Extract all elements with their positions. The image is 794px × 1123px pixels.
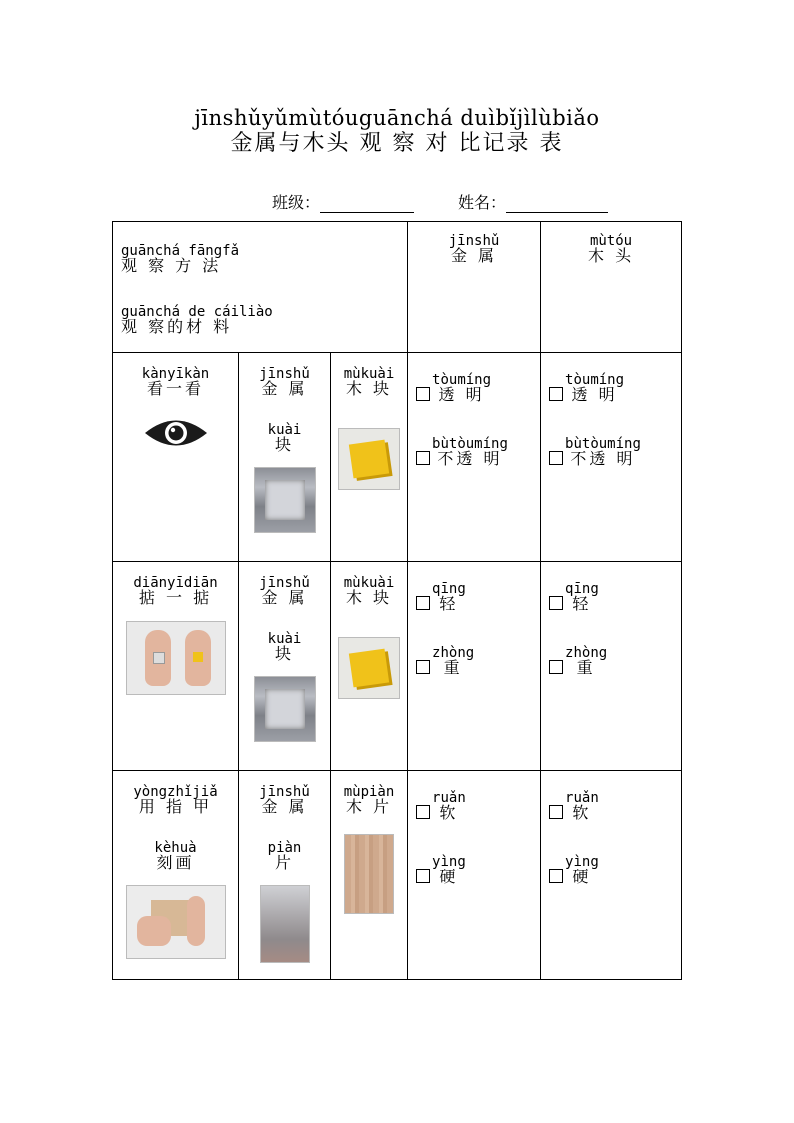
unit-pinyin: piàn — [267, 840, 302, 856]
header-row — [113, 222, 682, 353]
checkbox-square[interactable] — [549, 660, 563, 674]
checkbox-square[interactable] — [416, 660, 430, 674]
header-method-pinyin: guānchá fāngfǎ — [121, 243, 240, 259]
metal-pinyin: jīnshǔ — [259, 366, 310, 382]
class-blank[interactable] — [320, 196, 414, 213]
unit-pinyin: kuài — [267, 422, 302, 438]
header-metal-cell — [408, 222, 541, 353]
name-blank[interactable] — [506, 196, 608, 213]
checkbox-square[interactable] — [549, 805, 563, 819]
option-light[interactable] — [541, 582, 681, 612]
metal-material-cell — [239, 562, 331, 771]
metal-pinyin: jīnshǔ — [259, 575, 310, 591]
unit-pinyin: kuài — [267, 631, 302, 647]
wood-material-cell — [331, 562, 408, 771]
metal-options-cell — [408, 353, 541, 562]
table-row — [113, 353, 682, 562]
scratch-photo — [126, 885, 226, 959]
option-pinyin: tòumíng — [432, 372, 492, 388]
page-title: 金属与木头 观 察 对 比记录 表 — [230, 131, 564, 156]
class-label: 班级： — [272, 193, 321, 212]
wood-label: 木 片 — [345, 797, 393, 816]
option-label: 软 — [439, 803, 459, 822]
checkbox-square[interactable] — [549, 596, 563, 610]
option-label: 重 — [576, 658, 596, 677]
option-pinyin: bùtòumíng — [565, 436, 641, 452]
wood-label: 木 块 — [345, 588, 393, 607]
table-row — [113, 562, 682, 771]
option-pinyin: yìng — [565, 854, 599, 870]
unit-label: 块 — [274, 644, 294, 663]
method-pinyin: diānyīdiān — [133, 575, 218, 591]
unit-label: 块 — [274, 435, 294, 454]
wood-pinyin: mùkuài — [343, 366, 395, 382]
option-transparent[interactable] — [408, 373, 540, 403]
method-label: 看一看 — [146, 379, 204, 398]
option-pinyin: tòumíng — [565, 372, 625, 388]
wood-block-photo — [338, 428, 400, 490]
wood-pinyin: mùpiàn — [343, 784, 395, 800]
metal-block-photo — [254, 676, 316, 742]
option-pinyin: yìng — [432, 854, 466, 870]
header-method-label: 观 察 方 法 — [121, 256, 222, 275]
checkbox-square[interactable] — [416, 805, 430, 819]
method-pinyin: yòngzhǐjiǎ — [133, 784, 218, 800]
method-label: 用 指 甲 — [138, 797, 213, 816]
header-metal-label: 金 属 — [450, 246, 498, 265]
metal-options-cell — [408, 771, 541, 980]
method-label: 掂 一 掂 — [138, 588, 213, 607]
wood-block-photo — [338, 637, 400, 699]
checkbox-square[interactable] — [549, 869, 563, 883]
header-wood-cell — [541, 222, 682, 353]
option-heavy[interactable] — [541, 646, 681, 676]
option-pinyin: ruǎn — [565, 790, 599, 806]
option-label: 不透 明 — [570, 449, 636, 468]
option-soft[interactable] — [408, 791, 540, 821]
option-label: 不透 明 — [437, 449, 503, 468]
option-pinyin: qīng — [432, 581, 466, 597]
hands-weighing-photo — [126, 621, 226, 695]
wood-pinyin: mùkuài — [343, 575, 395, 591]
header-method-material-cell — [113, 222, 408, 353]
option-label: 硬 — [572, 867, 592, 886]
option-soft[interactable] — [541, 791, 681, 821]
option-label: 软 — [572, 803, 592, 822]
method-label-2: 刻画 — [156, 853, 195, 872]
option-pinyin: ruǎn — [432, 790, 466, 806]
checkbox-square[interactable] — [416, 869, 430, 883]
wood-options-cell — [541, 353, 682, 562]
wood-material-cell — [331, 771, 408, 980]
option-opaque[interactable] — [408, 437, 540, 467]
option-pinyin: zhòng — [432, 645, 475, 661]
checkbox-square[interactable] — [416, 387, 430, 401]
metal-options-cell — [408, 562, 541, 771]
option-label: 重 — [443, 658, 463, 677]
metal-label: 金 属 — [261, 588, 308, 607]
option-heavy[interactable] — [408, 646, 540, 676]
wood-options-cell — [541, 771, 682, 980]
method-pinyin-2: kèhuà — [154, 840, 197, 856]
checkbox-square[interactable] — [549, 451, 563, 465]
observation-table — [112, 221, 682, 980]
option-opaque[interactable] — [541, 437, 681, 467]
metal-label: 金 属 — [261, 797, 308, 816]
option-label: 轻 — [572, 594, 592, 613]
option-pinyin: qīng — [565, 581, 599, 597]
wood-label: 木 块 — [345, 379, 393, 398]
metal-sheet-photo — [260, 885, 310, 963]
option-hard[interactable] — [408, 855, 540, 885]
method-cell — [113, 562, 239, 771]
option-hard[interactable] — [541, 855, 681, 885]
option-label: 轻 — [439, 594, 459, 613]
option-pinyin: zhòng — [565, 645, 608, 661]
table-row — [113, 771, 682, 980]
method-pinyin: kànyīkàn — [141, 366, 210, 382]
wood-options-cell — [541, 562, 682, 771]
checkbox-square[interactable] — [416, 596, 430, 610]
header-material-label: 观 察的材 料 — [121, 317, 233, 336]
method-cell — [113, 771, 239, 980]
header-wood-pinyin: mùtóu — [589, 233, 633, 249]
header-material-pinyin: guānchá de cáiliào — [121, 304, 273, 320]
metal-material-cell — [239, 353, 331, 562]
metal-block-photo — [254, 467, 316, 533]
unit-label: 片 — [274, 853, 294, 872]
option-label: 硬 — [439, 867, 459, 886]
option-label: 透 明 — [571, 385, 618, 404]
header-metal-pinyin: jīnshǔ — [448, 233, 500, 249]
metal-material-cell — [239, 771, 331, 980]
option-light[interactable] — [408, 582, 540, 612]
header-wood-label: 木 头 — [587, 246, 635, 265]
wood-sheet-photo — [344, 834, 394, 914]
name-label: 姓名： — [458, 193, 507, 212]
method-cell — [113, 353, 239, 562]
option-transparent[interactable] — [541, 373, 681, 403]
eye-icon — [143, 416, 209, 450]
title-pinyin: jīnshǔyǔmùtóuguānchá duìbǐjìlùbiǎo — [194, 106, 600, 130]
option-label: 透 明 — [438, 385, 485, 404]
wood-material-cell — [331, 353, 408, 562]
checkbox-square[interactable] — [416, 451, 430, 465]
checkbox-square[interactable] — [549, 387, 563, 401]
student-fields — [272, 190, 608, 213]
metal-label: 金 属 — [261, 379, 308, 398]
metal-pinyin: jīnshǔ — [259, 784, 310, 800]
option-pinyin: bùtòumíng — [432, 436, 508, 452]
